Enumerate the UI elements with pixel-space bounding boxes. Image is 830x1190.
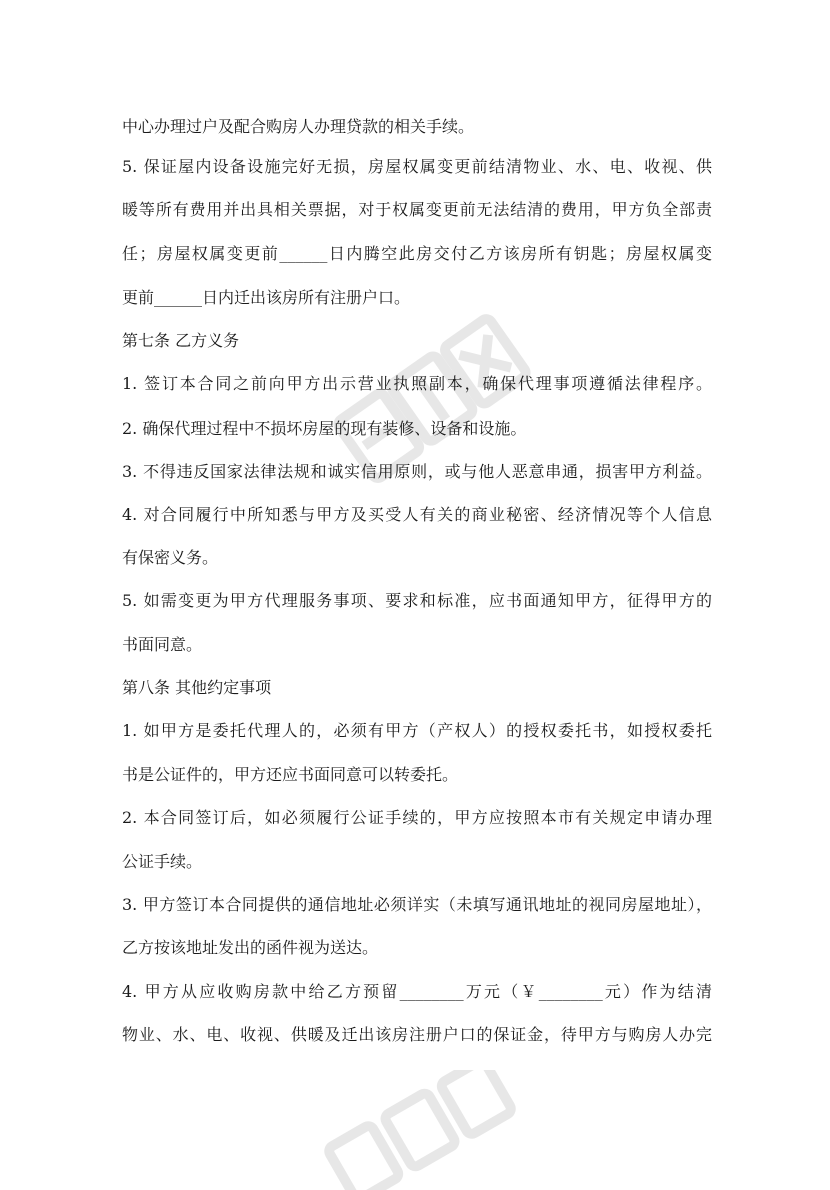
text-line-5: 更前______日内迁出该房所有注册户口。 — [122, 288, 411, 307]
text-line-16: 书是公证件的，甲方还应书面同意可以转委托。 — [122, 765, 459, 784]
text-line-7: 1. 签订本合同之前向甲方出示营业执照副本，确保代理事项遵循法律程序。 — [122, 374, 712, 393]
text-line-1: 中心办理过户及配合购房人办理贷款的相关手续。 — [122, 117, 475, 136]
text-line-4: 任；房屋权属变更前______日内腾空此房交付乙方该房所有钥匙；房屋权属变 — [122, 244, 712, 263]
text-line-13: 书面同意。 — [122, 635, 203, 654]
text-line-17: 2. 本合同签订后，如必须履行公证手续的，甲方应按照本市有关规定申请办理 — [122, 808, 712, 827]
watermark-stamp-icon-bottom — [300, 1070, 540, 1190]
text-line-10: 4. 对合同履行中所知悉与甲方及买受人有关的商业秘密、经济情况等个人信息 — [122, 505, 712, 524]
text-line-19: 3. 甲方签订本合同提供的通信地址必须详实（未填写通讯地址的视同房屋地址）， — [122, 895, 712, 914]
text-line-22: 物业、水、电、收视、供暖及迁出该房注册户口的保证金，待甲方与购房人办完 — [122, 1025, 712, 1044]
watermark-stamp-icon — [300, 270, 560, 530]
text-line-9: 3. 不得违反国家法律法规和诚实信用原则，或与他人恶意串通，损害甲方利益。 — [122, 462, 712, 481]
text-line-20: 乙方按该地址发出的函件视为送达。 — [122, 938, 379, 957]
text-line-11: 有保密义务。 — [122, 548, 219, 567]
text-line-3: 暖等所有费用并出具相关票据，对于权属变更前无法结清的费用，甲方负全部责 — [122, 200, 712, 219]
text-line-18: 公证手续。 — [122, 852, 203, 871]
section-heading-article-8: 第八条 其他约定事项 — [122, 678, 272, 697]
text-line-2: 5. 保证屋内设备设施完好无损，房屋权属变更前结清物业、水、电、收视、供 — [122, 157, 712, 176]
text-line-8: 2. 确保代理过程中不损坏房屋的现有装修、设备和设施。 — [122, 419, 527, 438]
text-line-15: 1. 如甲方是委托代理人的，必须有甲方（产权人）的授权委托书，如授权委托 — [122, 721, 712, 740]
section-heading-article-7: 第七条 乙方义务 — [122, 331, 240, 350]
text-line-12: 5. 如需变更为甲方代理服务事项、要求和标准，应书面通知甲方，征得甲方的 — [122, 591, 712, 610]
text-line-21: 4. 甲方从应收购房款中给乙方预留________万元（￥________元）作为结清 — [122, 982, 712, 1001]
